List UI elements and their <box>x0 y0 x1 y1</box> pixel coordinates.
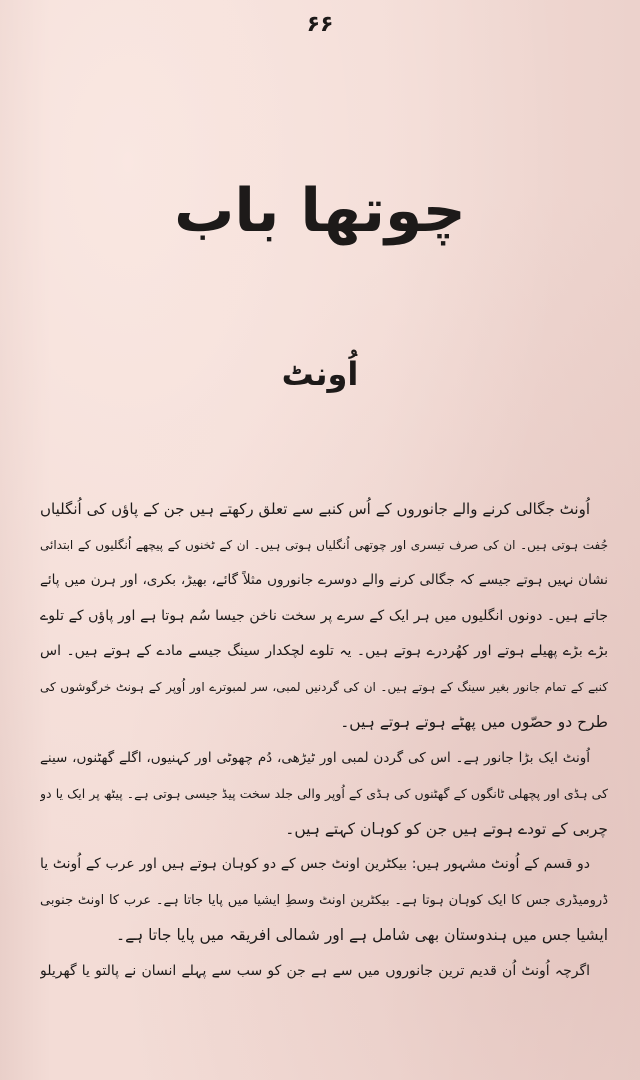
text-line: کنبے کے تمام جانور بغیر سینگ کے ہوتے ہیں۔ ان کی گردنیں لمبی، سر لمبوترے اور اُوپر کے ہونٹ خرگوشوں کی <box>40 679 608 694</box>
text-line: ڈرومیڈری جس کا ایک کوہان ہوتا ہے۔ بیکٹرین اونٹ وسطِ ایشیا میں پایا جاتا ہے۔ عرب کا اونٹ جنوبی <box>40 892 608 908</box>
text-line: جاتے ہیں۔ دونوں انگلیوں میں ہر ایک کے سرے پر سخت ناخن جیسا سُم ہوتا ہے اور پاؤں کے تلوے <box>40 607 608 624</box>
body-text <box>40 492 608 989</box>
paragraph-4 <box>40 954 608 990</box>
page-number: ۶۶ <box>306 12 334 37</box>
text-line: اگرچہ اُونٹ اُن قدیم ترین جانوروں میں سے ہے جن کو سب سے پہلے انسان نے پالتو یا گھریلو <box>40 962 590 979</box>
text-line: جُفت ہوتی ہیں۔ ان کی صرف تیسری اور چوتھی اُنگلیاں ہوتی ہیں۔ ان کے ٹخنوں کے پیچھے اُنگلیوں کے ابتدائی <box>40 537 608 552</box>
text-line: اُونٹ ایک بڑا جانور ہے۔ اس کی گردن لمبی اور ٹیڑھی، دُم چھوٹی اور کہنیوں، اگلے گھٹنوں، سینے <box>40 749 590 766</box>
text-line: کی ہڈی اور پچھلی ٹانگوں کے گھٹنوں کی ہڈی کے اُوپر والی جلد سخت پیڈ جیسی ہوتی ہے۔ پیٹھ پر ایک یا دو <box>40 786 608 801</box>
text-line: نشان نہیں ہوتے جیسے کہ جگالی کرنے والے دوسرے جانوروں مثلاً گائے، بھیڑ، بکری، اور ہرن میں پائے <box>40 572 608 588</box>
chapter-title: چوتھا باب <box>174 176 466 246</box>
paragraph-3 <box>40 847 608 954</box>
text-line: چربی کے تودے ہوتے ہیں جن کو کوہان کہتے ہیں۔ <box>285 819 608 838</box>
text-line: دو قسم کے اُونٹ مشہور ہیں: بیکٹرین اونٹ جس کے دو کوہان ہوتے ہیں اور عرب کے اُونٹ یا <box>40 856 590 872</box>
text-line: اُونٹ جگالی کرنے والے جانوروں کے اُس کنبے سے تعلق رکھتے ہیں جن کے پاؤں کی اُنگلیاں <box>40 500 590 518</box>
text-line: ایشیا جس میں ہندوستان بھی شامل ہے اور شمالی افریقہ میں پایا جاتا ہے۔ <box>116 926 608 944</box>
paragraph-1 <box>40 492 608 741</box>
text-line: بڑے بڑے پھیلے ہوتے اور کھُردرے ہوتے ہیں۔ یہ تلوے لچکدار سینگ جیسے مادے کے ہوتے ہیں۔ اس <box>40 643 608 659</box>
text-line: طرح دو حصّوں میں پھٹے ہوتے ہوتے ہیں۔ <box>340 713 608 731</box>
section-title: اُونٹ <box>281 355 359 393</box>
paragraph-2 <box>40 741 608 848</box>
